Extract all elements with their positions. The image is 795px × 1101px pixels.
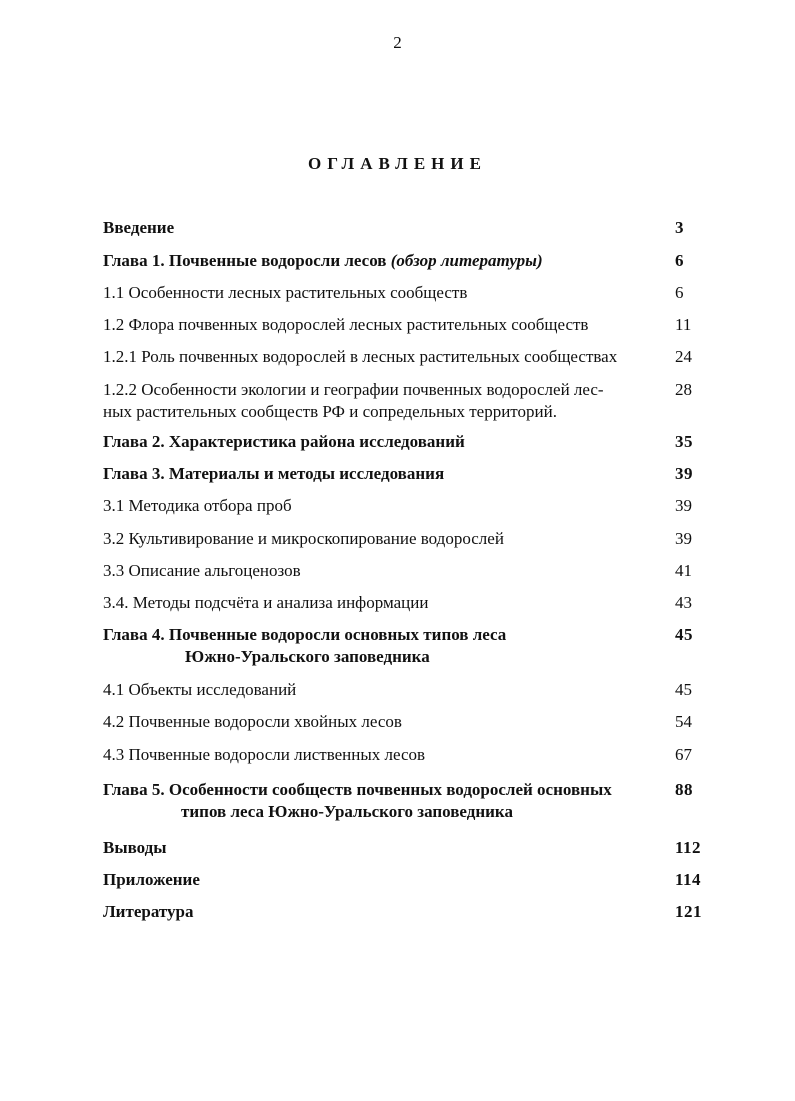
toc-entry-page: 54 bbox=[675, 712, 692, 731]
toc-entry-line: Южно-Уральского заповедника bbox=[185, 647, 430, 666]
toc-entry-text bbox=[103, 779, 658, 823]
toc-entry-page: 35 bbox=[675, 432, 693, 451]
toc-entry-line: Глава 4. Почвенные водоросли основных типов леса bbox=[103, 625, 507, 644]
toc-entry-text: 4.2 Почвенные водоросли хвойных лесов bbox=[103, 712, 402, 731]
toc-entry-text: Глава 3. Материалы и методы исследования bbox=[103, 464, 445, 483]
toc-entry-text: Глава 2. Характеристика района исследований bbox=[103, 432, 465, 451]
toc-entry-line: Глава 5. Особенности сообществ почвенных водорослей основных bbox=[103, 780, 612, 799]
toc-entry-text bbox=[103, 379, 658, 423]
toc-entry-text: 3.1 Методика отбора проб bbox=[103, 496, 292, 515]
toc-entry-line: типов леса Южно-Уральского заповедника bbox=[181, 802, 513, 821]
toc-entry-text: Введение bbox=[103, 218, 175, 237]
table-of-contents-title: ОГЛАВЛЕНИЕ bbox=[308, 154, 487, 173]
toc-entry-text: Приложение bbox=[103, 870, 200, 889]
toc-entry-text: 1.1 Особенности лесных растительных сообществ bbox=[103, 283, 468, 302]
toc-entry-text: Литература bbox=[103, 902, 194, 921]
toc-chapter-1-title: Глава 1. Почвенные водоросли лесов bbox=[103, 251, 387, 270]
toc-entry-page: 88 bbox=[675, 780, 693, 799]
toc-entry-page: 39 bbox=[675, 464, 693, 483]
toc-entry-page: 45 bbox=[675, 625, 693, 644]
toc-entry-page: 3 bbox=[675, 218, 684, 237]
toc-entry-page: 121 bbox=[675, 902, 702, 921]
toc-entry-page: 6 bbox=[675, 283, 684, 302]
toc-entry-page: 11 bbox=[675, 315, 692, 334]
toc-entry-page: 41 bbox=[675, 561, 692, 580]
toc-entry-page: 67 bbox=[675, 745, 692, 764]
toc-entry-text: 3.3 Описание альгоценозов bbox=[103, 561, 301, 580]
toc-entry-page: 28 bbox=[675, 380, 692, 399]
toc-entry-text: 1.2.1 Роль почвенных водорослей в лесных растительных сообществах bbox=[103, 347, 618, 366]
toc-entry-text: 4.3 Почвенные водоросли лиственных лесов bbox=[103, 745, 426, 764]
toc-entry-page: 43 bbox=[675, 593, 692, 612]
toc-entry-page: 39 bbox=[675, 496, 692, 515]
page-number: 2 bbox=[393, 33, 402, 52]
toc-entry-page: 114 bbox=[675, 870, 702, 889]
toc-entry-text: 3.4. Методы подсчёта и анализа информации bbox=[103, 593, 429, 612]
toc-entry-line: 1.2.2 Особенности экологии и географии почвенных водорослей лес- bbox=[103, 380, 604, 399]
toc-entry-text bbox=[103, 624, 658, 668]
toc-entry-page: 6 bbox=[675, 251, 684, 270]
toc-entry-page: 39 bbox=[675, 529, 692, 548]
toc-entry-line: ных растительных сообществ РФ и сопредельных территорий. bbox=[103, 402, 557, 421]
toc-entry-page: 24 bbox=[675, 347, 692, 366]
toc-entry-text: 4.1 Объекты исследований bbox=[103, 680, 297, 699]
toc-chapter-1-subtitle: (обзор литературы) bbox=[390, 251, 543, 270]
toc-entry-text bbox=[103, 250, 658, 272]
toc-entry-page: 112 bbox=[675, 838, 702, 857]
toc-entry-text: Выводы bbox=[103, 838, 167, 857]
toc-entry-text: 1.2 Флора почвенных водорослей лесных растительных сообществ bbox=[103, 315, 589, 334]
toc-entry-text: 3.2 Культивирование и микроскопирование водорослей bbox=[103, 529, 504, 548]
toc-entry-page: 45 bbox=[675, 680, 692, 699]
